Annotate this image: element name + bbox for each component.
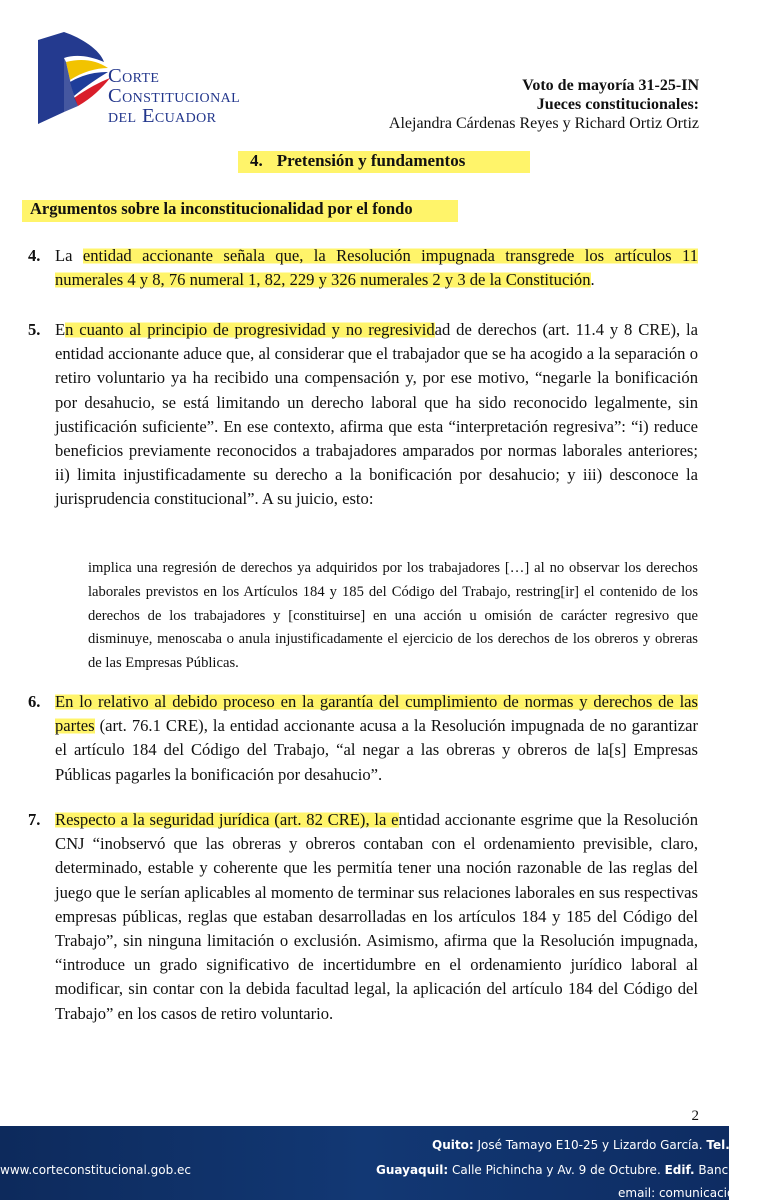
- text-run: E: [55, 320, 66, 339]
- paragraph-6: [28, 690, 698, 787]
- logo-line-2: Constitucional: [108, 85, 241, 107]
- footer-address: Calle Pichincha y Av. 9 de Octubre.: [448, 1163, 665, 1177]
- footer-label: Quito:: [432, 1138, 474, 1152]
- highlighted-text: Respecto a la seguridad jurídica (art. 82 CRE), la e: [55, 810, 399, 829]
- footer-building: Banco Pichi: [694, 1163, 767, 1177]
- text-run: (art. 76.1 CRE), la entidad accionante acusa a la Resolución impugnada de no garantizar el artículo 184 del Código del Trabajo, “al negar a las obreras y obreros de la[s] Empresas Públicas pagarles la bonificación por desahucio”.: [55, 716, 698, 784]
- paragraph-number: 5.: [28, 320, 41, 339]
- highlighted-text: En lo relativo al debido proceso en la garantía del cumplimiento de normas y derechos de las partes: [55, 692, 698, 736]
- section-number: 4.: [250, 151, 263, 170]
- highlighted-text: n cuanto al principio de progresividad y no regresivid: [65, 320, 435, 339]
- footer-phone: (593: [729, 1138, 762, 1152]
- logo-line-1: Corte: [108, 65, 160, 87]
- judges-label: Jueces constitucionales:: [536, 96, 699, 113]
- footer-label: Tel.: [706, 1138, 730, 1152]
- footer-label: Edif.: [664, 1163, 695, 1177]
- footer-quito-line: [432, 1138, 761, 1152]
- text-run: La: [55, 246, 83, 265]
- subheading: [22, 198, 462, 220]
- section-title: Pretensión y fundamentos: [276, 151, 466, 170]
- section-heading: [238, 150, 538, 174]
- page-number: 2: [691, 1108, 699, 1124]
- paragraph-text: [55, 808, 698, 1026]
- vote-title: Voto de mayoría 31-25-IN: [522, 77, 699, 94]
- block-quote: implica una regresión de derechos ya adquiridos por los trabajadores […] al no observar los derechos laborales previstos en los Artículos 184 y 185 del Código del Trabajo, restring[ir] el contenido de los derechos de los trabajadores y [constituirse] en una acción u omisión de carácter regresivo que disminuye, menoscaba o anula injustificadamente el ejercicio de los derechos de los obreros y obreras de las Empresas Públicas.: [88, 560, 698, 672]
- subheading-text: Argumentos sobre la inconstitucionalidad por el fondo: [30, 199, 413, 218]
- text-run: ad de derechos (art. 11.4 y 8 CRE), la entidad accionante aduce que, al considerar que el trabajador que se ha acogido a la separación o retiro voluntario ya ha recibido una compensación y, por ese motivo, “negarle la bonificación por desahucio, se está limitando un derecho laboral que ha sido reconocido legalmente, sin justificación suficiente”. En ese contexto, afirma que esta “interpretación regresiva”: “i) reduce beneficios previamente reconocidos a trabajadores amparados por normas laborales anteriores; ii) limita injustificadamente su derecho a la bonificación por desahucio; y iii) desconoce la jurisprudencia constitucional”. A su juicio, esto:: [55, 320, 698, 509]
- footer-guayaquil-line: [376, 1163, 767, 1177]
- document-header: [389, 76, 699, 133]
- paragraph-7: [28, 808, 698, 1026]
- text-run: ntidad accionante esgrime que la Resolución CNJ “inobservó que las obreras y obreros contaban con el ordenamiento previsible, claro, determinado, estable y coherente que les permitía tener una noción razonable de las reglas del juego que le serían aplicables al momento de terminar sus relaciones laborales en sus respectivas empresas públicas, reglas que estaban desarrolladas en los artículos 184 y 185 del Código del Trabajo”, sin ninguna limitación o exclusión. Asimismo, afirma que la Resolución impugnada, “introduce un grado significativo de incertidumbre en el ordenamiento jurídico laboral al modificar, sin contar con la debida facultad legal, la aplicación del artículo 184 del Código del Trabajo” en los casos de retiro voluntario.: [55, 810, 698, 1023]
- judges-names: Alejandra Cárdenas Reyes y Richard Ortiz Ortiz: [388, 115, 699, 132]
- paragraph-text: [55, 690, 698, 787]
- page-footer: [0, 1126, 767, 1200]
- paragraph-text: [55, 318, 698, 512]
- logo-wordmark: [108, 66, 240, 126]
- text-run: .: [590, 270, 595, 290]
- logo-line-3: del Ecuador: [108, 105, 217, 127]
- footer-email[interactable]: email: comunicacion: [618, 1186, 742, 1200]
- paragraph-number: 4.: [28, 246, 41, 265]
- paragraph-number: 6.: [28, 692, 41, 711]
- footer-website-link[interactable]: www.corteconstitucional.gob.ec: [0, 1163, 192, 1177]
- footer-label: Guayaquil:: [376, 1163, 449, 1177]
- paragraph-4: [28, 244, 698, 292]
- paragraph-5: [28, 318, 698, 512]
- paragraph-number: 7.: [28, 810, 41, 829]
- footer-address: José Tamayo E10-25 y Lizardo García.: [473, 1138, 707, 1152]
- paragraph-text: [55, 244, 698, 292]
- highlighted-text: entidad accionante señala que, la Resolución impugnada transgrede los artículos 11 numerales 4 y 8, 76 numeral 1, 82, 229 y 326 numerales 2 y 3 de la Constitución: [55, 246, 698, 290]
- court-logo: [30, 28, 280, 128]
